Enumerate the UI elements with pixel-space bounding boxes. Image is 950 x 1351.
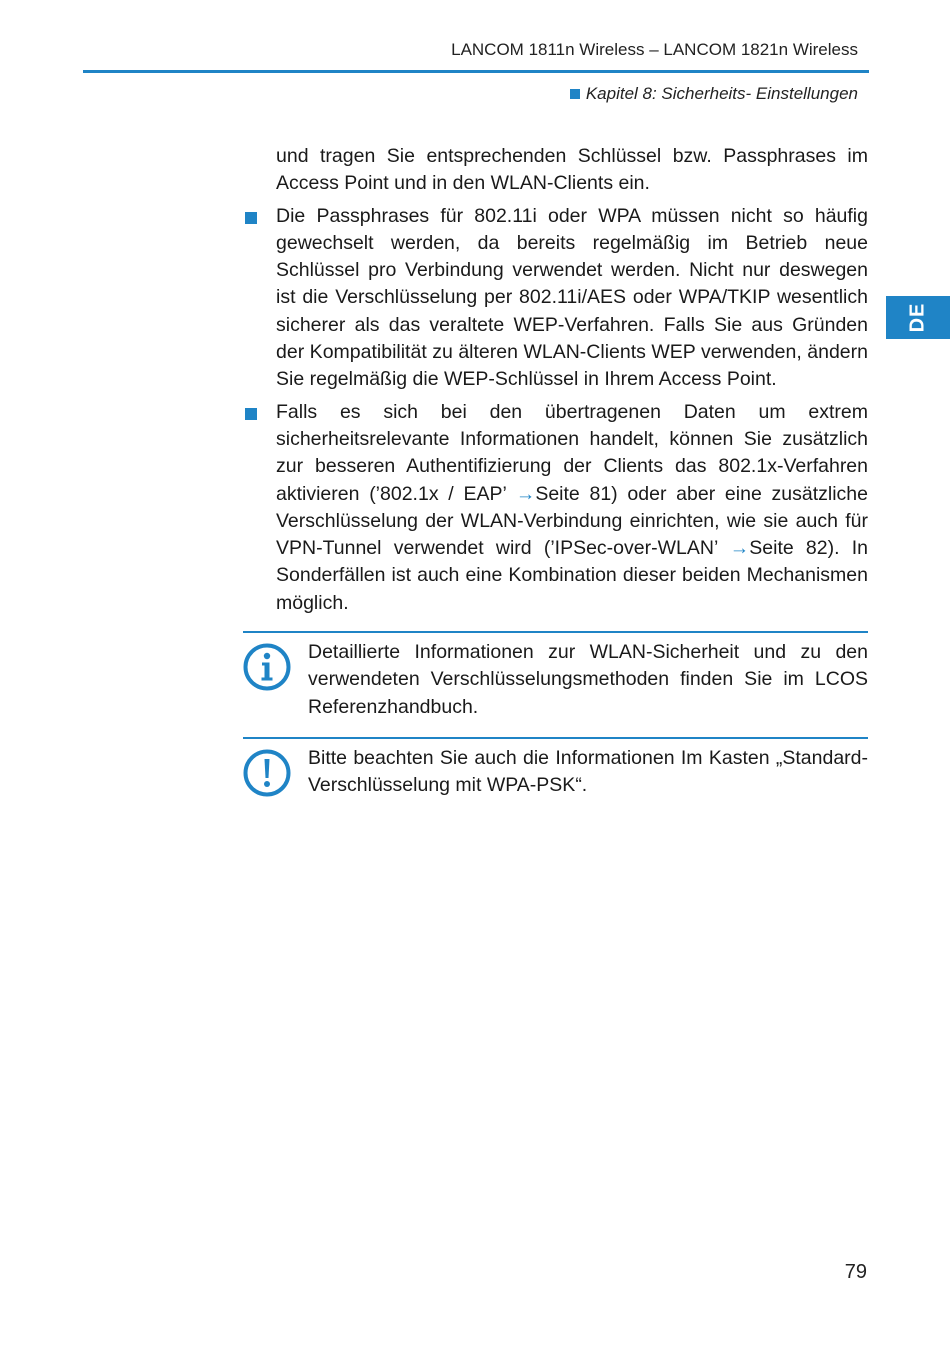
info-note-text: Detaillierte Informationen zur WLAN-Sicherheit und zu den verwendeten Verschlüsselungsmethoden finden Sie im LCOS Referenzhandbuch. (308, 641, 868, 718)
running-header-title: LANCOM 1811n Wireless – LANCOM 1821n Wireless (451, 40, 858, 59)
language-tab (886, 296, 950, 339)
warning-note (243, 737, 868, 810)
list-item-text-part1: Falls es sich bei den übertragenen Daten um extrem sicherheitsrelevante Informationen handelt, können Sie zusätzlich zur besseren Authentifizierung der Clients das 802.1x-Verfahren aktivieren (’802.1x / EAP’ (276, 400, 868, 505)
bullet-square-icon (245, 212, 257, 224)
info-note (243, 631, 868, 731)
chapter-title: Kapitel 8: Sicherheits- Einstellungen (585, 84, 858, 103)
info-icon (243, 643, 291, 691)
cross-reference-arrow-icon: → (729, 537, 750, 560)
warning-icon (243, 749, 291, 797)
header-rule (83, 70, 869, 73)
chapter-line (570, 84, 858, 104)
main-content (243, 143, 868, 810)
list-item-text: Die Passphrases für 802.11i oder WPA müssen nicht so häufig gewechselt werden, da bereits regelmäßig im Betrieb neue Schlüssel pro Verbindung verwendet werden. Nicht nur deswegen ist die Verschlüsselung per 802.11i/AES oder WPA/TKIP wesentlich sicherer als das veraltete WEP-Verfahren. Falls Sie aus Gründen der Kompatibilität zu älteren WLAN-Clients WEP verwenden, ändern Sie regelmäßig die WEP-Schlüssel in Ihrem Access Point. (276, 204, 868, 391)
cross-reference-link[interactable]: Seite 81) oder aber eine zusätzliche Verschlüsselung der WLAN-Verbindung einrichten, wie sie auch für VPN-Tunnel verwendet wird (’IPSec-over-WLAN’ (276, 482, 868, 560)
chapter-square-icon (570, 89, 580, 99)
warning-note-text: Bitte beachten Sie auch die Informationen Im Kasten „Standard-Verschlüsselung mit WPA-PSK“. (308, 746, 868, 797)
language-tab-label: DE (906, 302, 929, 333)
cross-reference-arrow-icon: → (515, 482, 536, 505)
page-number: 79 (844, 1261, 867, 1283)
bullet-square-icon (245, 408, 257, 420)
list-item (243, 399, 868, 617)
continuation-paragraph: und tragen Sie entsprechenden Schlüssel bzw. Passphrases im Access Point und in den WLAN-Clients ein. (276, 145, 868, 195)
list-item (243, 203, 868, 394)
cross-reference-link[interactable]: Seite 82). In Sonderfällen ist auch eine Kombination dieser beiden Mechanismen möglich. (276, 537, 868, 614)
